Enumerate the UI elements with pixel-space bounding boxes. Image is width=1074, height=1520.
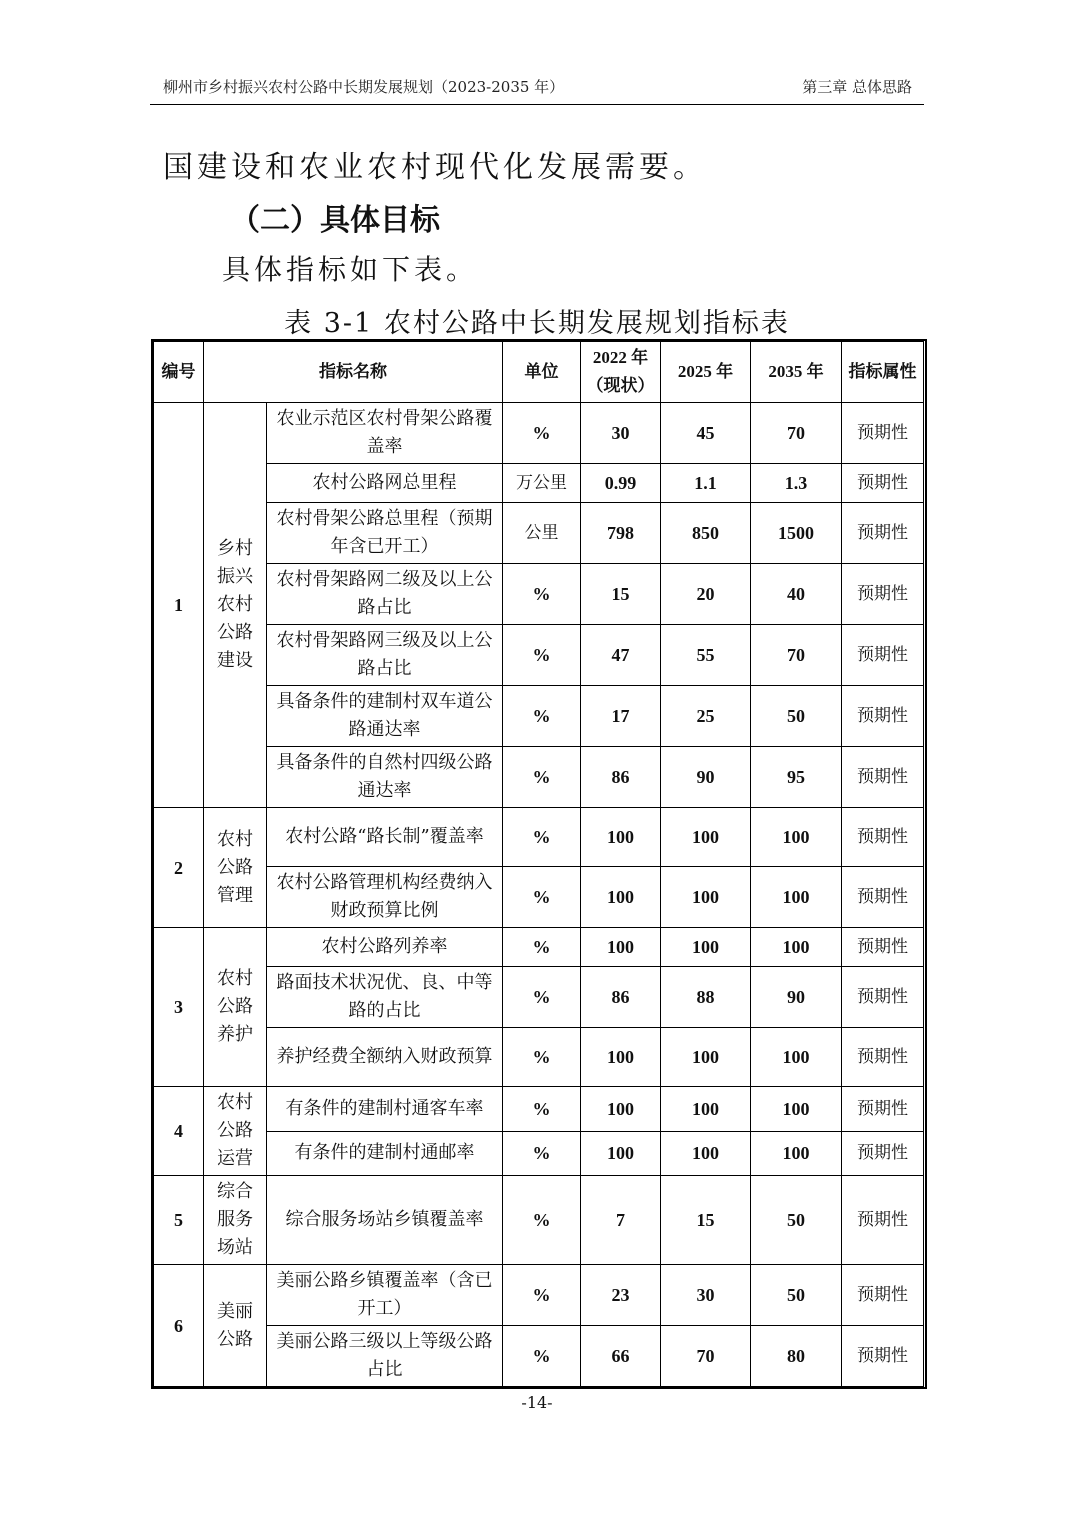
table-row bbox=[154, 503, 924, 564]
value-2035: 80 bbox=[751, 1326, 842, 1387]
indicator-unit: % bbox=[503, 867, 581, 928]
value-2025: 100 bbox=[661, 1028, 751, 1087]
indicator-unit: % bbox=[503, 686, 581, 747]
indicator-attr: 预期性 bbox=[842, 867, 924, 928]
indicator-table bbox=[151, 339, 927, 1389]
group-category: 乡村振兴农村公路建设 bbox=[204, 403, 267, 808]
group-number: 4 bbox=[154, 1087, 204, 1176]
indicator-name: 综合服务场站乡镇覆盖率 bbox=[267, 1176, 503, 1265]
value-2035: 100 bbox=[751, 1087, 842, 1132]
value-2022: 15 bbox=[581, 564, 661, 625]
indicator-unit: % bbox=[503, 1176, 581, 1265]
indicator-attr: 预期性 bbox=[842, 967, 924, 1028]
value-2025: 88 bbox=[661, 967, 751, 1028]
col-header-2025: 2025 年 bbox=[661, 342, 751, 403]
indicator-name: 养护经费全额纳入财政预算 bbox=[267, 1028, 503, 1087]
indicator-unit: % bbox=[503, 1265, 581, 1326]
table-row bbox=[154, 1087, 924, 1132]
indicator-unit: % bbox=[503, 747, 581, 808]
value-2022: 100 bbox=[581, 928, 661, 967]
value-2022: 86 bbox=[581, 967, 661, 1028]
table-row bbox=[154, 747, 924, 808]
table-row bbox=[154, 967, 924, 1028]
indicator-attr: 预期性 bbox=[842, 1176, 924, 1265]
value-2025: 100 bbox=[661, 928, 751, 967]
value-2035: 40 bbox=[751, 564, 842, 625]
table-row bbox=[154, 1265, 924, 1326]
col-header-2022: 2022 年（现状） bbox=[581, 342, 661, 403]
indicator-unit: % bbox=[503, 1087, 581, 1132]
indicator-unit: % bbox=[503, 403, 581, 464]
value-2022: 100 bbox=[581, 1087, 661, 1132]
value-2035: 90 bbox=[751, 967, 842, 1028]
indicator-attr: 预期性 bbox=[842, 564, 924, 625]
group-number: 2 bbox=[154, 808, 204, 928]
indicator-name: 农村公路管理机构经费纳入财政预算比例 bbox=[267, 867, 503, 928]
running-header-chapter: 第三章 总体思路 bbox=[802, 78, 912, 96]
indicator-unit: % bbox=[503, 928, 581, 967]
value-2025: 15 bbox=[661, 1176, 751, 1265]
value-2035: 100 bbox=[751, 928, 842, 967]
indicator-name: 农业示范区农村骨架公路覆盖率 bbox=[267, 403, 503, 464]
indicator-unit: % bbox=[503, 1131, 581, 1176]
value-2022: 7 bbox=[581, 1176, 661, 1265]
value-2025: 20 bbox=[661, 564, 751, 625]
group-number: 5 bbox=[154, 1176, 204, 1265]
value-2022: 0.99 bbox=[581, 464, 661, 503]
value-2022: 30 bbox=[581, 403, 661, 464]
indicator-name: 农村公路“路长制”覆盖率 bbox=[267, 808, 503, 867]
table-row bbox=[154, 464, 924, 503]
value-2022: 100 bbox=[581, 867, 661, 928]
value-2022: 66 bbox=[581, 1326, 661, 1387]
indicator-attr: 预期性 bbox=[842, 1326, 924, 1387]
indicator-name: 美丽公路三级以上等级公路占比 bbox=[267, 1326, 503, 1387]
value-2025: 30 bbox=[661, 1265, 751, 1326]
indicator-unit: % bbox=[503, 808, 581, 867]
indicator-unit: % bbox=[503, 967, 581, 1028]
table-row bbox=[154, 1326, 924, 1387]
value-2025: 1.1 bbox=[661, 464, 751, 503]
value-2025: 70 bbox=[661, 1326, 751, 1387]
value-2022: 100 bbox=[581, 1131, 661, 1176]
group-category: 农村公路运营 bbox=[204, 1087, 267, 1176]
running-header-title: 柳州市乡村振兴农村公路中长期发展规划（2023-2035 年） bbox=[163, 78, 565, 96]
value-2035: 70 bbox=[751, 625, 842, 686]
indicator-unit: % bbox=[503, 1028, 581, 1087]
col-header-attr: 指标属性 bbox=[842, 342, 924, 403]
indicator-unit: % bbox=[503, 625, 581, 686]
indicator-attr: 预期性 bbox=[842, 1131, 924, 1176]
value-2025: 90 bbox=[661, 747, 751, 808]
value-2025: 55 bbox=[661, 625, 751, 686]
indicator-attr: 预期性 bbox=[842, 403, 924, 464]
table-row bbox=[154, 625, 924, 686]
col-header-2035: 2035 年 bbox=[751, 342, 842, 403]
value-2035: 50 bbox=[751, 686, 842, 747]
page-number: -14- bbox=[521, 1393, 553, 1412]
indicator-name: 农村骨架公路总里程（预期年含已开工） bbox=[267, 503, 503, 564]
indicator-name: 农村公路列养率 bbox=[267, 928, 503, 967]
value-2035: 100 bbox=[751, 867, 842, 928]
table-row bbox=[154, 1176, 924, 1265]
value-2025: 25 bbox=[661, 686, 751, 747]
value-2035: 70 bbox=[751, 403, 842, 464]
indicator-attr: 预期性 bbox=[842, 1087, 924, 1132]
group-number: 3 bbox=[154, 928, 204, 1087]
indicator-attr: 预期性 bbox=[842, 1265, 924, 1326]
value-2022: 23 bbox=[581, 1265, 661, 1326]
indicator-attr: 预期性 bbox=[842, 928, 924, 967]
indicator-unit: 公里 bbox=[503, 503, 581, 564]
table-row bbox=[154, 1131, 924, 1176]
col-header-no: 编号 bbox=[154, 342, 204, 403]
indicator-attr: 预期性 bbox=[842, 1028, 924, 1087]
indicator-name: 具备条件的自然村四级公路通达率 bbox=[267, 747, 503, 808]
value-2022: 100 bbox=[581, 808, 661, 867]
value-2022: 798 bbox=[581, 503, 661, 564]
col-header-name: 指标名称 bbox=[204, 342, 503, 403]
value-2035: 1500 bbox=[751, 503, 842, 564]
value-2025: 100 bbox=[661, 1087, 751, 1132]
indicator-name: 有条件的建制村通邮率 bbox=[267, 1131, 503, 1176]
table-row bbox=[154, 1028, 924, 1087]
table-caption: 表 3-1 农村公路中长期发展规划指标表 bbox=[284, 308, 790, 339]
table-header-row bbox=[154, 342, 924, 403]
table-row bbox=[154, 867, 924, 928]
group-category: 农村公路管理 bbox=[204, 808, 267, 928]
value-2025: 100 bbox=[661, 808, 751, 867]
indicator-unit: 万公里 bbox=[503, 464, 581, 503]
table-row bbox=[154, 686, 924, 747]
section-heading: （二）具体目标 bbox=[230, 203, 440, 238]
group-number: 6 bbox=[154, 1265, 204, 1387]
table-row bbox=[154, 808, 924, 867]
indicator-unit: % bbox=[503, 1326, 581, 1387]
table-row bbox=[154, 564, 924, 625]
value-2035: 100 bbox=[751, 1028, 842, 1087]
indicator-name: 农村公路网总里程 bbox=[267, 464, 503, 503]
value-2025: 100 bbox=[661, 867, 751, 928]
value-2035: 95 bbox=[751, 747, 842, 808]
group-category: 农村公路养护 bbox=[204, 928, 267, 1087]
value-2035: 100 bbox=[751, 808, 842, 867]
indicator-attr: 预期性 bbox=[842, 686, 924, 747]
indicator-name: 有条件的建制村通客车率 bbox=[267, 1087, 503, 1132]
header-rule bbox=[150, 104, 924, 105]
value-2035: 1.3 bbox=[751, 464, 842, 503]
indicator-attr: 预期性 bbox=[842, 503, 924, 564]
indicator-attr: 预期性 bbox=[842, 625, 924, 686]
group-number: 1 bbox=[154, 403, 204, 808]
value-2022: 86 bbox=[581, 747, 661, 808]
value-2022: 100 bbox=[581, 1028, 661, 1087]
indicator-name: 农村骨架路网二级及以上公路占比 bbox=[267, 564, 503, 625]
table-row bbox=[154, 403, 924, 464]
value-2025: 850 bbox=[661, 503, 751, 564]
indicator-name: 美丽公路乡镇覆盖率（含已开工） bbox=[267, 1265, 503, 1326]
value-2025: 45 bbox=[661, 403, 751, 464]
indicator-name: 具备条件的建制村双车道公路通达率 bbox=[267, 686, 503, 747]
value-2022: 47 bbox=[581, 625, 661, 686]
body-paragraph-continuation: 国建设和农业农村现代化发展需要。 bbox=[163, 150, 707, 185]
indicator-attr: 预期性 bbox=[842, 464, 924, 503]
col-header-unit: 单位 bbox=[503, 342, 581, 403]
indicator-name: 农村骨架路网三级及以上公路占比 bbox=[267, 625, 503, 686]
group-category: 美丽公路 bbox=[204, 1265, 267, 1387]
value-2035: 50 bbox=[751, 1176, 842, 1265]
table-row bbox=[154, 928, 924, 967]
body-paragraph-intro: 具体指标如下表。 bbox=[222, 253, 479, 286]
value-2022: 17 bbox=[581, 686, 661, 747]
indicator-attr: 预期性 bbox=[842, 747, 924, 808]
value-2025: 100 bbox=[661, 1131, 751, 1176]
indicator-name: 路面技术状况优、良、中等路的占比 bbox=[267, 967, 503, 1028]
value-2035: 100 bbox=[751, 1131, 842, 1176]
value-2035: 50 bbox=[751, 1265, 842, 1326]
indicator-attr: 预期性 bbox=[842, 808, 924, 867]
group-category: 综合服务场站 bbox=[204, 1176, 267, 1265]
indicator-unit: % bbox=[503, 564, 581, 625]
